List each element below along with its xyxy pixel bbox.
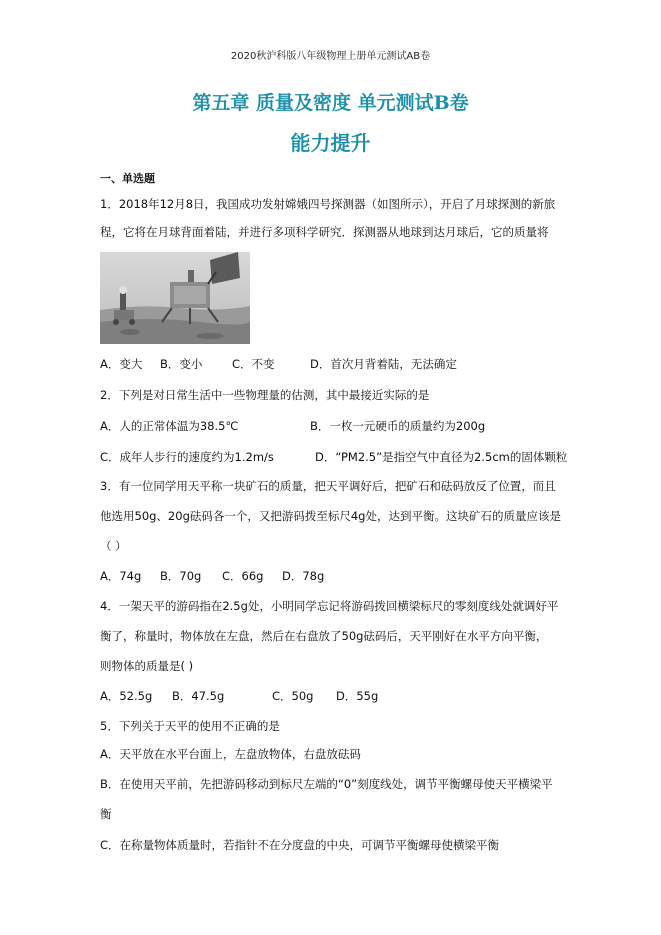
q4-option-b: B．47.5g xyxy=(172,689,225,703)
q2-option-a: A．人的正常体温为38.5℃ xyxy=(100,419,239,433)
q3-line1: 3．有一位同学用天平称一块矿石的质量，把天平调好后，把矿石和砝码放反了位置，而且 xyxy=(100,479,556,493)
q5-stem: 5．下列关于天平的使用不正确的是 xyxy=(100,719,280,733)
q4-option-d: D．55g xyxy=(336,689,379,703)
q1-option-d: D．首次月背着陆，无法确定 xyxy=(310,357,457,371)
q5-option-c: C．在称量物体质量时，若指针不在分度盘的中央，可调节平衡螺母使横梁平衡 xyxy=(100,838,500,852)
lunar-probe-photo xyxy=(100,252,250,344)
q3-line2: 他选用50g、20g砝码各一个，又把游码拨至标尺4g处，达到平衡。这块矿石的质量应该是 xyxy=(100,509,561,523)
q5-option-a: A．天平放在水平台面上，左盘放物体，右盘放砝码 xyxy=(100,747,361,761)
lunar-probe-illustration xyxy=(100,252,250,344)
q2-option-b: B．一枚一元硬币的质量约为200g xyxy=(310,419,486,433)
q3-option-c: C．66g xyxy=(222,569,264,583)
section-heading: 一、单选题 xyxy=(100,172,155,185)
q5-option-b-line2: 衡 xyxy=(100,807,112,821)
page-header: 2020秋沪科版八年级物理上册单元测试AB卷 xyxy=(230,51,431,62)
q4-option-c: C．50g xyxy=(272,689,314,703)
q4-line3: 则物体的质量是( ) xyxy=(100,659,194,673)
q3-line3: （ ） xyxy=(100,539,127,553)
q4-option-a: A．52.5g xyxy=(100,689,153,703)
q4-line1: 4．一架天平的游码指在2.5g处，小明同学忘记将游码拨回横梁标尺的零刻度线处就调好平 xyxy=(100,599,559,613)
page-subtitle: 能力提升 xyxy=(290,131,371,155)
q1-option-c: C．不变 xyxy=(232,357,275,371)
q1-line2: 程，它将在月球背面着陆，并进行多项科学研究．探测器从地球到达月球后，它的质量将 xyxy=(100,225,549,239)
q3-option-a: A．74g xyxy=(100,569,142,583)
q3-option-b: B．70g xyxy=(160,569,202,583)
q3-option-d: D．78g xyxy=(282,569,325,583)
q2-option-c: C．成年人步行的速度约为1.2m/s xyxy=(100,450,274,464)
page-title: 第五章 质量及密度 单元测试B卷 xyxy=(192,92,469,114)
q1-option-a: A．变大 xyxy=(100,357,143,371)
q1-line1: 1．2018年12月8日，我国成功发射嫦娥四号探测器（如图所示），开启了月球探测的新旅 xyxy=(100,197,556,211)
q2-stem: 2．下列是对日常生活中一些物理量的估测，其中最接近实际的是 xyxy=(100,388,430,402)
q2-option-d: D．“PM2.5”是指空气中直径为2.5cm的固体颗粒 xyxy=(315,450,568,464)
q4-line2: 衡了，称量时，物体放在左盘，然后在右盘放了50g砝码后，天平刚好在水平方向平衡， xyxy=(100,629,548,643)
q5-option-b-line1: B．在使用天平前，先把游码移动到标尺左端的“0”刻度线处，调节平衡螺母使天平横梁平 xyxy=(100,777,553,791)
q1-option-b: B．变小 xyxy=(160,357,203,371)
